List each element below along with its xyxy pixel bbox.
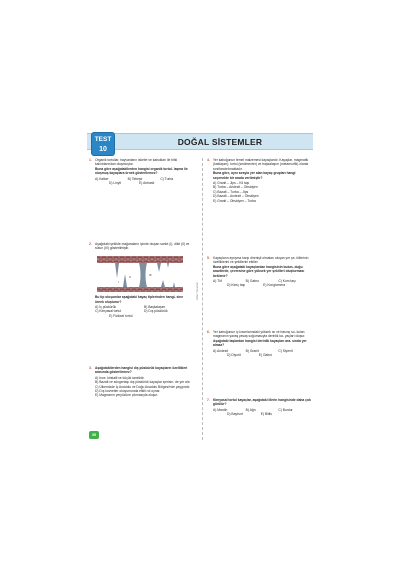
question-4 — [207, 158, 311, 203]
option-d[interactable]: D) Dış kuvvetler okuyumunda etkili rol oynar. — [95, 389, 161, 394]
option-d[interactable]: D) Bazalt – Andezit – Obsidyen — [213, 194, 259, 199]
option-b[interactable]: B) Gabro — [245, 279, 260, 284]
question-number: 7. — [207, 398, 210, 402]
column-divider — [202, 158, 203, 440]
options — [213, 181, 311, 203]
option-a[interactable]: A) Andezit — [213, 348, 229, 353]
question-2 — [89, 242, 193, 318]
question-number: 2. — [89, 242, 92, 246]
option-a[interactable]: A) İç püskürük — [95, 305, 117, 310]
publisher-side-label: Zafer Yayınları — [195, 281, 199, 300]
worksheet-page — [87, 130, 313, 442]
option-d[interactable]: D) Linyit — [109, 181, 122, 186]
options — [213, 349, 311, 358]
option-d[interactable]: D) Dış püskürük — [144, 309, 168, 314]
option-c[interactable]: C) Kimyasal tortul — [95, 309, 122, 314]
option-e[interactable]: E) Bitlis — [260, 412, 272, 417]
question-7 — [207, 398, 311, 417]
options — [213, 408, 311, 417]
page-title: DOĞAL SİSTEMLER — [177, 137, 263, 147]
question-prompt: Buna göre aşağıdakilerden hangisi organik tortul- laşma ile oluşmuş kayaçlara örnek gösterilemez? — [95, 166, 188, 176]
test-word: TEST — [94, 136, 112, 143]
options — [95, 177, 193, 186]
question-intro: Aşağıdaki şekilde mağaraların içinde oluşan sarkıt (I), dikit (II) ve sütun (III) gösterilmiştir. — [95, 242, 190, 251]
test-badge — [91, 132, 115, 156]
question-prompt: Aşağıdakilerden hangisi dış püskürük kayaçların özellikleri arasında gösterilemez? — [95, 366, 188, 375]
question-3 — [89, 366, 193, 398]
option-b[interactable]: B) Bazalt ve süngertaşı dış püskürük kayaçlar içerisin- de yer alır. — [95, 380, 191, 385]
option-b[interactable]: B) Tebeşir — [127, 176, 143, 181]
option-a[interactable]: A) Granit – Jips – Kil taşı — [213, 181, 250, 186]
question-6 — [207, 330, 311, 357]
option-e[interactable]: E) Fiziksel tortul — [109, 313, 133, 318]
question-number: 5. — [207, 256, 210, 260]
question-intro: Yer kabuğunun temel malzemesi kayaçlardır. Kayaçlar, magmatik (katılaşım), tortul (sedimenter) ve başkalaşım (metamorfik) olarak sınıflandırılmaktadır. — [213, 158, 309, 171]
header-band — [87, 133, 313, 153]
options — [213, 279, 311, 288]
page-number: 35 — [89, 431, 99, 439]
option-b[interactable]: B) Ağrı — [245, 407, 256, 412]
option-c[interactable]: C) Siyenit — [278, 348, 293, 353]
question-number: 4. — [207, 158, 210, 162]
option-a[interactable]: A) İnce, kristalli ve küçük tanelidir. — [95, 375, 145, 380]
question-prompt: Buna göre aşağıdaki kayaçlardan hangisinin bulun- duğu arazilerde, çevresine göre yüksek yer şekilleri oluşturması beklenir? — [213, 264, 305, 278]
option-d[interactable]: D) Diyorit — [227, 353, 241, 358]
question-intro: Organik tortullar, hayvanların iskelet ve kabukları ile bitki kalıntılarından oluşmuştur. — [95, 158, 178, 167]
option-e[interactable]: E) Konglomera — [263, 283, 286, 288]
option-a[interactable]: A) Mardin — [213, 407, 228, 412]
option-e[interactable]: E) Gabro — [258, 353, 273, 358]
question-number: 1. — [89, 158, 92, 162]
cave-formation-illustration — [95, 254, 185, 294]
option-c[interactable]: C) Bazalt – Turba – Jips — [213, 189, 249, 194]
label-iii: III — [149, 272, 152, 277]
question-1 — [89, 158, 193, 185]
question-prompt: Kimyasal tortul kayaçlar, aşağıdaki illerin hangisinde daha çok görülür? — [213, 398, 311, 407]
option-c[interactable]: C) Ülkemizde İç Anadolu ve Doğu Anadolu Bölgesi'nde yaygındır. — [95, 384, 191, 389]
question-number: 3. — [89, 366, 92, 370]
question-intro: Yer kabuğunun iç kısımlarındaki yüksek ısı ve basınç so- kulan magmanın yavaş yavaş soğumasıyla derinlik ka- yaçları oluşur. — [213, 330, 306, 339]
option-d[interactable]: D) Kireç taşı — [227, 283, 246, 288]
option-a[interactable]: A) Kalker — [95, 176, 109, 181]
option-b[interactable]: B) Granit — [245, 348, 259, 353]
question-number: 6. — [207, 330, 210, 334]
test-number: 10 — [99, 146, 107, 153]
option-e[interactable]: E) Granit – Obsidyen – Turba — [213, 198, 256, 203]
label-ii: II — [129, 274, 131, 279]
option-b[interactable]: B) Başkalaşım — [144, 305, 166, 310]
question-5 — [207, 256, 311, 288]
option-c[interactable]: C) Burdur — [278, 407, 293, 412]
option-e[interactable]: E) Antrasit — [139, 181, 155, 186]
options — [95, 305, 193, 318]
question-prompt: Aşağıdaki taşlardan hangisi derinlik kayaçları ara- sında yer almaz? — [213, 338, 307, 348]
option-b[interactable]: B) Turba – Andezit – Obsidyen — [213, 185, 258, 190]
question-prompt: Buna göre, aynı sırayla yer alan kayaç grupları hangi seçenekte bir arada verilmiştir? — [213, 171, 296, 180]
question-prompt: Bu tip oluşumlar aşağıdaki kayaç tiplerinden hangi- sine örnek oluşturur? — [95, 295, 184, 304]
option-d[interactable]: D) Bayburt — [227, 412, 243, 417]
option-c[interactable]: C) Turba — [160, 176, 174, 181]
option-c[interactable]: C) Kum taşı — [278, 279, 296, 284]
option-a[interactable]: A) Tüf — [213, 279, 222, 284]
label-i: I — [118, 279, 119, 284]
options — [95, 376, 193, 398]
question-intro: Kayaçların ayrışma karşı direnişli olmaları oluşan yer şe- killerinin özelliklerini ve şekillerini etkiler. — [213, 256, 309, 265]
option-e[interactable]: E) Magmanın yeryüzüne çıkmasıyla oluşur. — [95, 393, 159, 398]
